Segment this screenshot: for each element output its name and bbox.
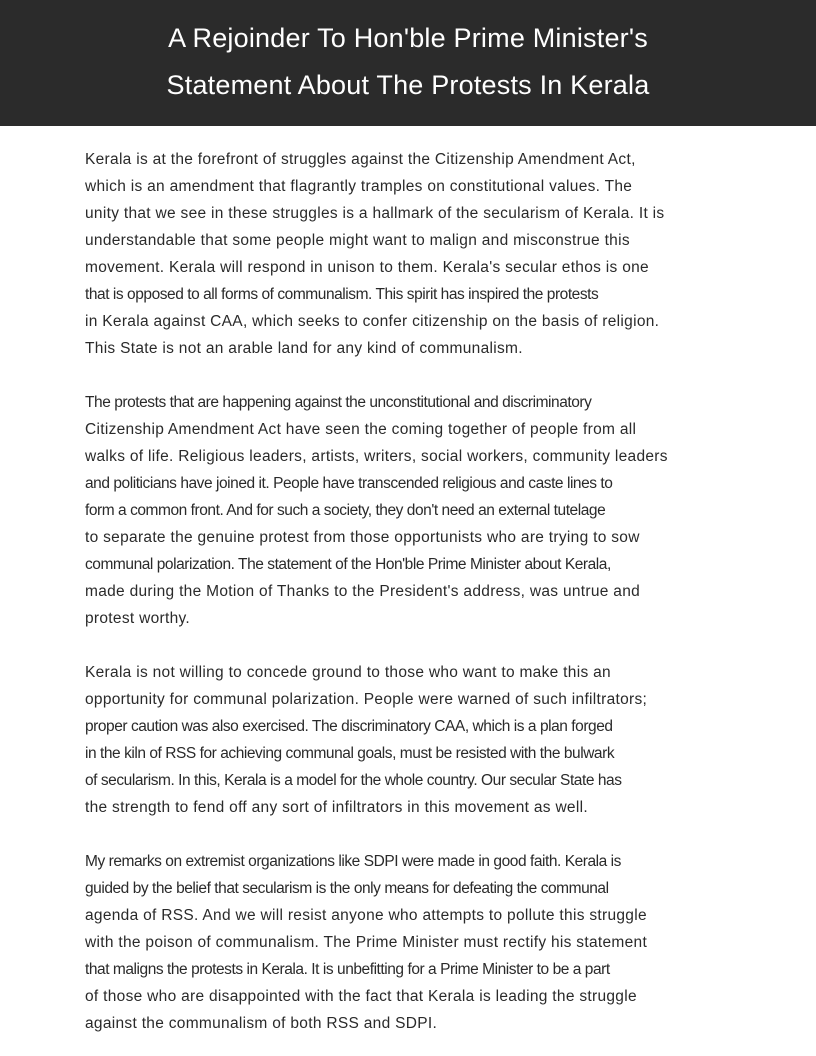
paragraph-line: with the poison of communalism. The Prime Minister must rectify his statement <box>85 934 648 951</box>
paragraph-line: communal polarization. The statement of the Hon'ble Prime Minister about Kerala, <box>85 556 611 573</box>
document-body <box>85 146 735 1056</box>
paragraph-line: protest worthy. <box>85 610 191 627</box>
paragraph-line: unity that we see in these struggles is a hallmark of the secularism of Kerala. It is <box>85 205 665 222</box>
paragraph-line: that is opposed to all forms of communalism. This spirit has inspired the protests <box>85 286 599 303</box>
paragraph-line: against the communalism of both RSS and SDPI. <box>85 1015 438 1032</box>
paragraph-line: which is an amendment that flagrantly tramples on constitutional values. The <box>85 178 633 195</box>
paragraph-3 <box>85 659 735 821</box>
paragraph-line: that maligns the protests in Kerala. It is unbefitting for a Prime Minister to be a part <box>85 961 610 978</box>
paragraph-line: The protests that are happening against the unconstitutional and discriminatory <box>85 394 592 411</box>
paragraph-line: the strength to fend off any sort of infiltrators in this movement as well. <box>85 799 588 816</box>
paragraph-line: form a common front. And for such a society, they don't need an external tutelage <box>85 502 606 519</box>
page-title-line-1: A Rejoinder To Hon'ble Prime Minister's <box>168 23 648 53</box>
paragraph-line: in the kiln of RSS for achieving communal goals, must be resisted with the bulwark <box>85 745 615 762</box>
title-banner <box>0 0 816 126</box>
paragraph-line: walks of life. Religious leaders, artists, writers, social workers, community leaders <box>85 448 668 465</box>
paragraph-line: guided by the belief that secularism is the only means for defeating the communal <box>85 880 609 897</box>
paragraph-2 <box>85 389 735 632</box>
paragraph-line: understandable that some people might want to malign and misconstrue this <box>85 232 630 249</box>
paragraph-line: of secularism. In this, Kerala is a model for the whole country. Our secular State has <box>85 772 622 789</box>
paragraph-line: Kerala is at the forefront of struggles against the Citizenship Amendment Act, <box>85 151 636 168</box>
paragraph-line: My remarks on extremist organizations like SDPI were made in good faith. Kerala is <box>85 853 621 870</box>
paragraph-line: This State is not an arable land for any kind of communalism. <box>85 340 523 357</box>
paragraph-line: opportunity for communal polarization. People were warned of such infiltrators; <box>85 691 648 708</box>
paragraph-line: agenda of RSS. And we will resist anyone who attempts to pollute this struggle <box>85 907 647 924</box>
paragraph-line: made during the Motion of Thanks to the President's address, was untrue and <box>85 583 641 600</box>
paragraph-line: Kerala is not willing to concede ground to those who want to make this an <box>85 664 611 681</box>
paragraph-line: and politicians have joined it. People have transcended religious and caste lines to <box>85 475 613 492</box>
paragraph-line: of those who are disappointed with the fact that Kerala is leading the struggle <box>85 988 637 1005</box>
page-title-line-2: Statement About The Protests In Kerala <box>166 70 650 100</box>
paragraph-line: proper caution was also exercised. The discriminatory CAA, which is a plan forged <box>85 718 613 735</box>
paragraph-4 <box>85 848 735 1037</box>
paragraph-line: movement. Kerala will respond in unison to them. Kerala's secular ethos is one <box>85 259 649 276</box>
paragraph-1 <box>85 146 735 362</box>
paragraph-line: Citizenship Amendment Act have seen the coming together of people from all <box>85 421 637 438</box>
paragraph-line: to separate the genuine protest from those opportunists who are trying to sow <box>85 529 640 546</box>
paragraph-line: in Kerala against CAA, which seeks to confer citizenship on the basis of religion. <box>85 313 660 330</box>
